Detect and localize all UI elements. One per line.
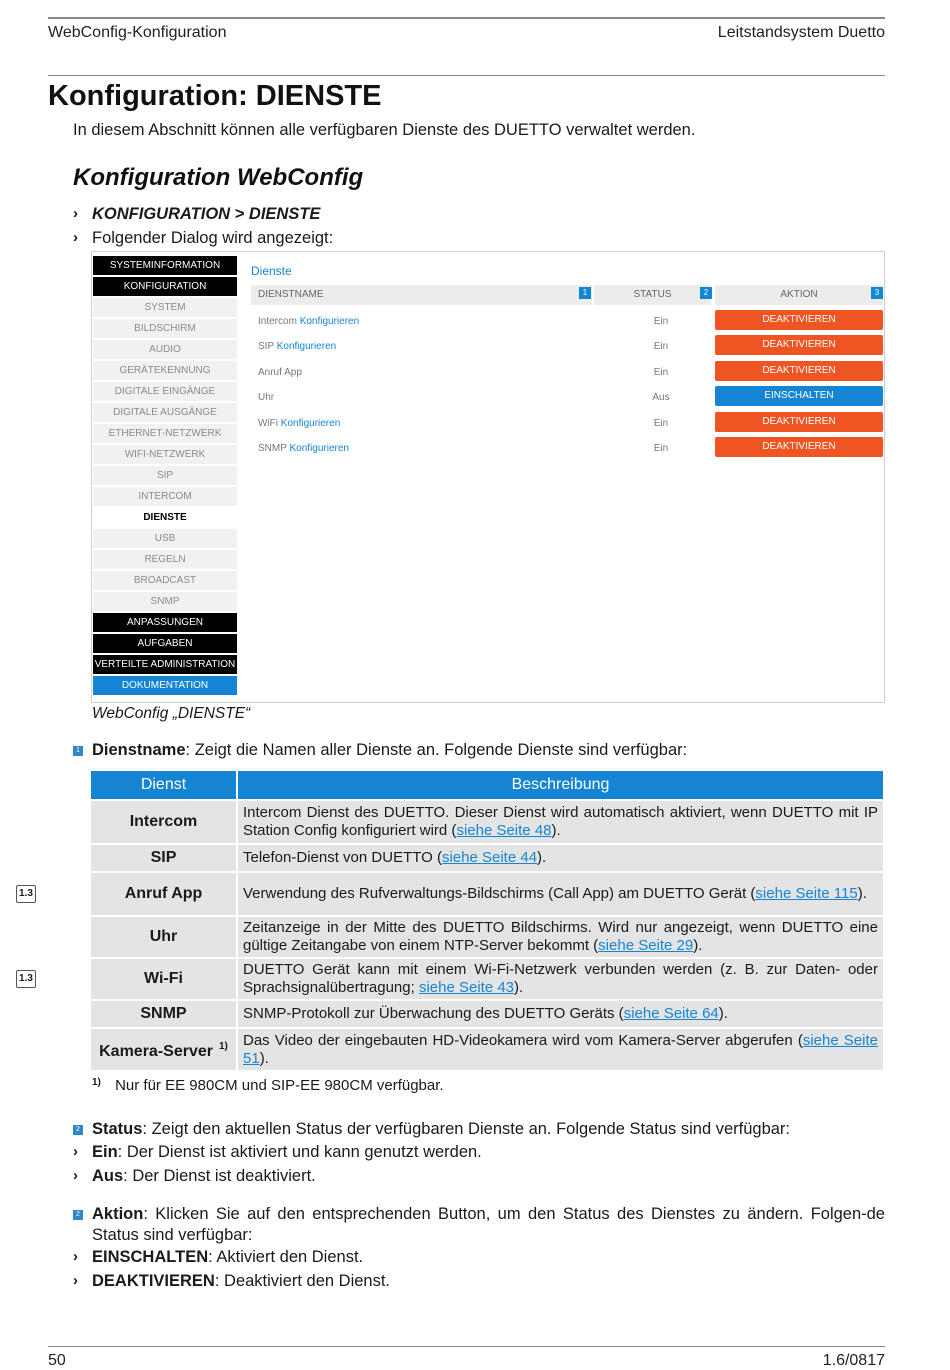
table-row <box>91 800 884 844</box>
section-aktion: Aktion: Klicken Sie auf den entsprechenden Button, um den Status des Dienstes zu ändern. Folgen-de Status sind verfügbar: <box>92 1205 885 1244</box>
service-description: Intercom Dienst des DUETTO. Dieser Dienst wird automatisch aktiviert, wenn DUETTO mit IP Station Config konfiguriert wird (siehe Seite 48). <box>237 800 884 844</box>
webconfig-title: Dienste <box>251 264 292 278</box>
col-number-2: 2 <box>700 287 712 299</box>
service-name: WiFi Konfigurieren <box>258 417 341 429</box>
webconfig-service-row <box>251 335 883 360</box>
service-action-button[interactable]: DEAKTIVIEREN <box>715 412 883 432</box>
webconfig-nav-item[interactable]: ETHERNET-NETZWERK <box>93 424 237 443</box>
page-reference-link[interactable]: siehe Seite 29 <box>598 937 694 954</box>
service-status: Aus <box>652 392 670 404</box>
service-status: Ein <box>653 366 669 378</box>
table-row <box>91 1000 884 1028</box>
webconfig-nav-item[interactable]: DIENSTE <box>93 508 237 527</box>
configure-link[interactable]: Konfigurieren <box>280 417 341 429</box>
webconfig-nav-item[interactable]: BROADCAST <box>93 571 237 590</box>
page-reference-link[interactable]: siehe Seite 44 <box>441 849 538 866</box>
service-status: Ein <box>653 316 669 327</box>
service-description: Zeitanzeige in der Mitte des DUETTO Bildschirms. Wird nur angezeigt, wenn DUETTO eine gültige Zeitangabe von einem NTP-Server bekommt (siehe Seite 29). <box>237 916 884 958</box>
service-name: SNMP Konfigurieren <box>258 443 349 454</box>
table-row <box>91 872 884 916</box>
header-left: WebConfig-Konfiguration <box>48 24 227 41</box>
col-number-1: 1 <box>579 287 591 299</box>
service-action-button[interactable]: EINSCHALTEN <box>715 386 883 406</box>
webconfig-screenshot <box>91 251 885 703</box>
service-key: Uhr <box>91 916 237 958</box>
webconfig-nav-item[interactable]: SIP <box>93 466 237 485</box>
configure-link[interactable]: Konfigurieren <box>299 316 360 327</box>
revision-marker: 1.3 <box>16 970 36 988</box>
service-status: Ein <box>653 341 669 353</box>
col-header-name: DIENSTNAME <box>251 285 592 305</box>
webconfig-nav-item[interactable]: SNMP <box>93 592 237 611</box>
page-reference-link[interactable]: siehe Seite 115 <box>755 885 858 902</box>
header-top-rule <box>48 17 885 19</box>
chevron-right-icon: › <box>73 1143 78 1160</box>
webconfig-service-row <box>251 361 883 386</box>
header-bottom-rule <box>48 75 885 76</box>
service-action-button[interactable]: DEAKTIVIEREN <box>715 310 883 330</box>
service-key: Anruf App <box>91 872 237 916</box>
footnote-mark: 1) <box>218 1041 228 1053</box>
webconfig-nav-item[interactable]: GERÄTEKENNUNG <box>93 361 237 380</box>
chevron-right-icon: › <box>73 205 78 222</box>
webconfig-nav-item[interactable]: DIGITALE EINGÄNGE <box>93 382 237 401</box>
configure-link[interactable]: Konfigurieren <box>289 443 349 454</box>
webconfig-nav-item[interactable]: SYSTEMINFORMATION <box>93 256 237 275</box>
webconfig-nav-item[interactable]: VERTEILTE ADMINISTRATION <box>93 655 237 674</box>
webconfig-nav-item[interactable]: SYSTEM <box>93 298 237 317</box>
webconfig-nav-item[interactable]: REGELN <box>93 550 237 569</box>
service-action-button[interactable]: DEAKTIVIEREN <box>715 361 883 381</box>
revision-marker: 1.3 <box>16 885 36 903</box>
service-description: SNMP-Protokoll zur Überwachung des DUETTO Geräts (siehe Seite 64). <box>237 1000 884 1028</box>
service-key: Intercom <box>91 800 237 844</box>
service-description: DUETTO Gerät kann mit einem Wi-Fi-Netzwerk verbunden werden (z. B. zur Daten- oder Sprachsignalübertragung; siehe Seite 43). <box>237 958 884 1000</box>
webconfig-nav-item[interactable]: DIGITALE AUSGÄNGE <box>93 403 237 422</box>
footnote: $^{1)}$ Nur für EE 980CM und SIP-EE 980CM verfügbar. <box>92 1077 444 1094</box>
table-row <box>91 844 884 872</box>
marker-1: 1 <box>73 746 83 756</box>
service-action-button[interactable]: DEAKTIVIEREN <box>715 335 883 355</box>
webconfig-nav-item[interactable]: WIFI-NETZWERK <box>93 445 237 464</box>
section-dienstname: Dienstname: Zeigt die Namen aller Dienste an. Folgende Dienste sind verfügbar: <box>92 741 688 759</box>
webconfig-nav-item[interactable]: AUFGABEN <box>93 634 237 653</box>
service-name: Uhr <box>258 392 275 404</box>
service-key: SIP <box>91 844 237 872</box>
service-action-button[interactable]: DEAKTIVIEREN <box>715 437 883 457</box>
chevron-right-icon: › <box>73 229 78 246</box>
col-number-3: 3 <box>871 287 883 299</box>
webconfig-service-row <box>251 310 883 335</box>
page-reference-link[interactable]: siehe Seite 64 <box>623 1005 719 1022</box>
col-header-status: STATUS <box>594 285 711 305</box>
service-status: Ein <box>653 443 669 454</box>
table-row <box>91 916 884 958</box>
service-key: SNMP <box>91 1000 237 1028</box>
page-reference-link[interactable]: siehe Seite 43 <box>418 979 515 996</box>
service-name: Intercom Konfigurieren <box>258 316 360 327</box>
webconfig-nav-item[interactable]: AUDIO <box>93 340 237 359</box>
webconfig-service-row <box>251 437 883 462</box>
marker-3: 2 <box>73 1210 83 1220</box>
figure-caption: WebConfig „DIENSTE“ <box>92 705 251 722</box>
col-header-action: AKTION <box>715 285 883 305</box>
webconfig-nav-item[interactable]: DOKUMENTATION <box>93 676 237 695</box>
table-header-dienst: Dienst <box>91 771 237 800</box>
service-description: Das Video der eingebauten HD-Videokamera wird vom Kamera-Server abgerufen (siehe Seite 51). <box>237 1028 884 1070</box>
page-number: 50 <box>48 1352 66 1369</box>
chevron-right-icon: › <box>73 1167 78 1184</box>
marker-2: 2 <box>73 1125 83 1135</box>
page-title: Konfiguration: DIENSTE <box>48 80 382 112</box>
webconfig-service-row <box>251 412 883 437</box>
webconfig-nav-item[interactable]: USB <box>93 529 237 548</box>
webconfig-nav-item[interactable]: ANPASSUNGEN <box>93 613 237 632</box>
header-right: Leitstandsystem Duetto <box>717 24 885 41</box>
footer-rule <box>48 1346 885 1347</box>
section-title: Konfiguration WebConfig <box>73 164 364 191</box>
table-row <box>91 958 884 1000</box>
service-description: Telefon-Dienst von DUETTO (siehe Seite 44). <box>237 844 884 872</box>
webconfig-service-row <box>251 386 883 411</box>
page-reference-link[interactable]: siehe Seite 51 <box>243 1031 878 1067</box>
version: 1.6/0817 <box>822 1352 885 1369</box>
webconfig-nav-item[interactable]: KONFIGURATION <box>93 277 237 296</box>
configure-link[interactable]: Konfigurieren <box>276 341 337 353</box>
chevron-right-icon: › <box>73 1248 78 1265</box>
intro-text: In diesem Abschnitt können alle verfügbaren Dienste des DUETTO verwaltet werden. <box>73 121 696 139</box>
service-name: SIP Konfigurieren <box>258 341 337 353</box>
service-name: Anruf App <box>258 366 302 378</box>
section-status: Status: Zeigt den aktuellen Status der verfügbaren Dienste an. Folgende Status sind verfügbar: <box>92 1120 790 1138</box>
service-status: Ein <box>653 417 669 429</box>
table-header-beschreibung: Beschreibung <box>237 771 884 800</box>
table-row <box>91 1028 884 1070</box>
service-key: Kamera-Server $^{1)}$ <box>91 1028 237 1070</box>
webconfig-sidebar <box>93 256 237 697</box>
services-table <box>91 771 885 1070</box>
webconfig-nav-item[interactable]: INTERCOM <box>93 487 237 506</box>
chevron-right-icon: › <box>73 1272 78 1289</box>
service-key: Wi-Fi <box>91 958 237 1000</box>
service-description: Verwendung des Rufverwaltungs-Bildschirms (Call App) am DUETTO Gerät (siehe Seite 115). <box>237 872 884 916</box>
webconfig-nav-item[interactable]: BILDSCHIRM <box>93 319 237 338</box>
services-table-body <box>91 800 884 1070</box>
page-reference-link[interactable]: siehe Seite 48 <box>456 822 552 839</box>
